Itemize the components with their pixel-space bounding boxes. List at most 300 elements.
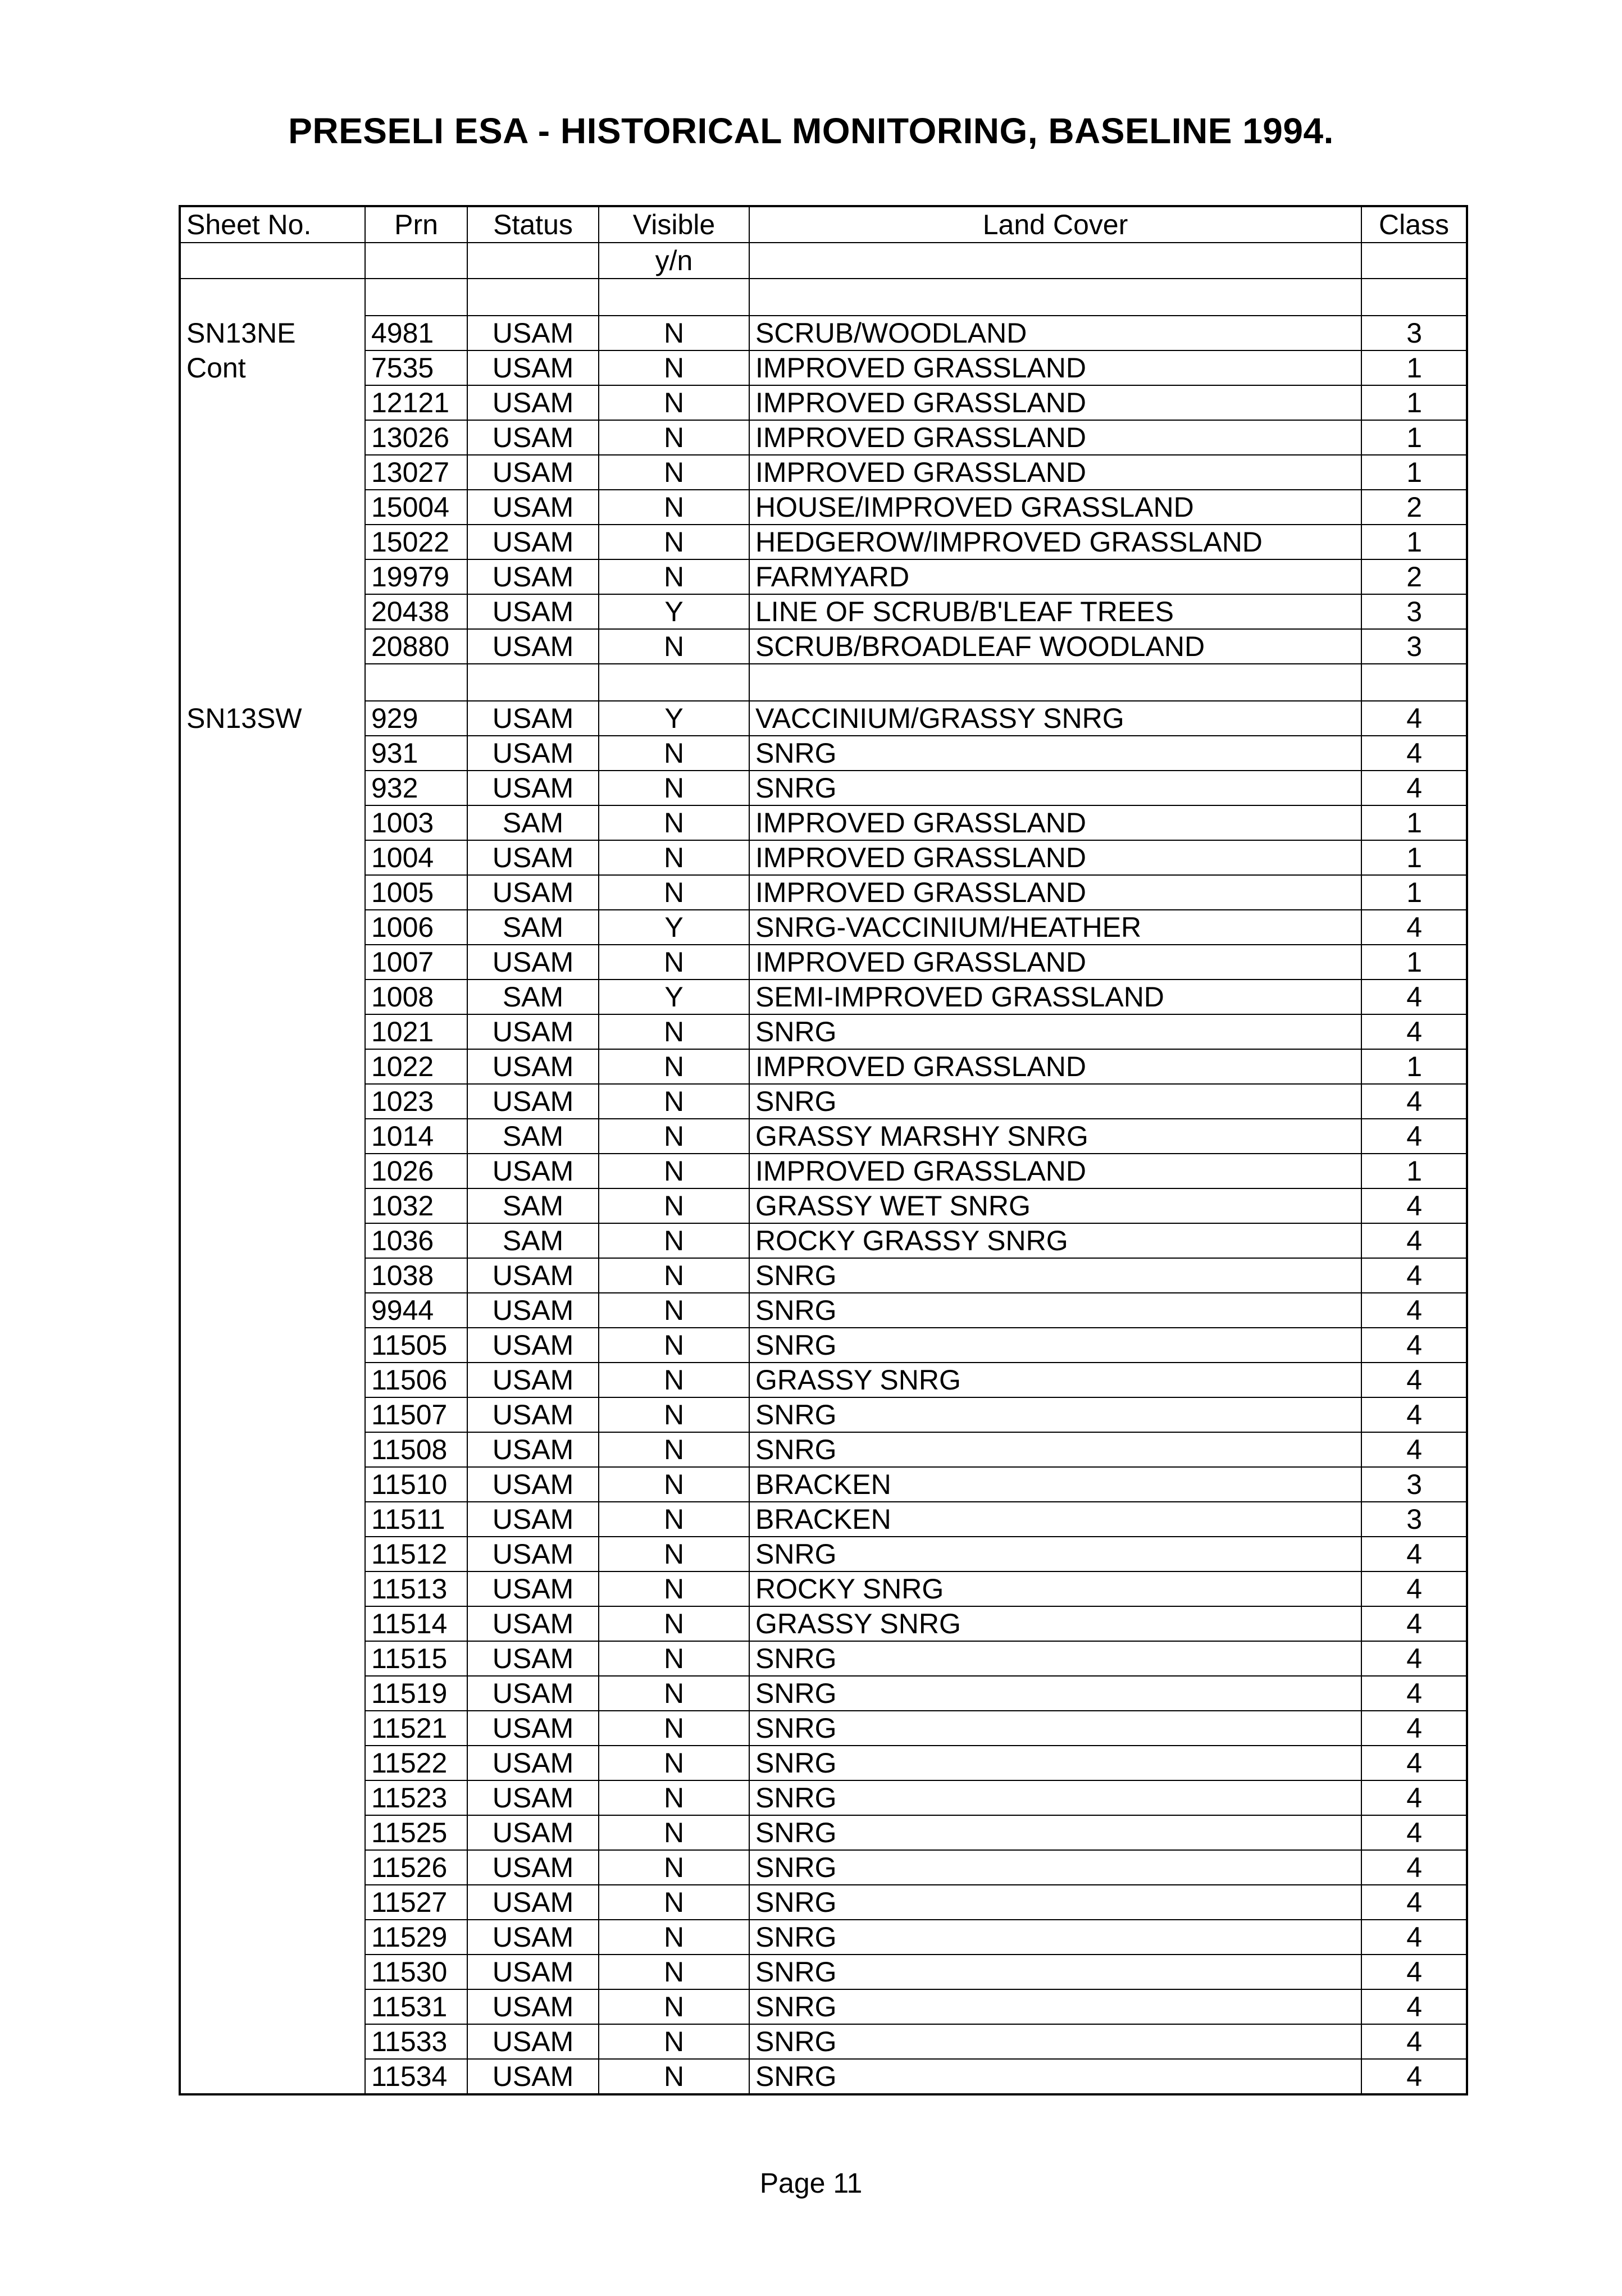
cell-land-cover: BRACKEN xyxy=(749,1467,1361,1502)
cell-prn: 932 xyxy=(365,771,467,805)
cell-class: 4 xyxy=(1361,1084,1467,1119)
cell-sheet-no xyxy=(180,1955,365,1989)
table-row xyxy=(180,1537,1467,1571)
cell-sheet-no xyxy=(180,420,365,455)
cell-visible: Y xyxy=(599,980,749,1014)
spacer-cell xyxy=(365,279,467,316)
cell-sheet-no xyxy=(180,1537,365,1571)
cell-land-cover: GRASSY MARSHY SNRG xyxy=(749,1119,1361,1154)
cell-class: 3 xyxy=(1361,316,1467,350)
cell-prn: 1032 xyxy=(365,1188,467,1223)
cell-class: 4 xyxy=(1361,910,1467,945)
table-row xyxy=(180,455,1467,490)
cell-status: USAM xyxy=(467,316,599,350)
cell-land-cover: SNRG xyxy=(749,1676,1361,1711)
cell-sheet-no xyxy=(180,840,365,875)
table-row xyxy=(180,1397,1467,1432)
table-row xyxy=(180,1154,1467,1188)
cell-visible: N xyxy=(599,350,749,385)
table-row xyxy=(180,1711,1467,1746)
document-title: PRESELI ESA - HISTORICAL MONITORING, BASELINE 1994. xyxy=(288,111,1334,151)
cell-prn: 1005 xyxy=(365,875,467,910)
cell-land-cover: IMPROVED GRASSLAND xyxy=(749,875,1361,910)
cell-visible: N xyxy=(599,840,749,875)
cell-sheet-no xyxy=(180,910,365,945)
cell-sheet-no xyxy=(180,1154,365,1188)
cell-status: USAM xyxy=(467,1885,599,1920)
cell-class: 4 xyxy=(1361,1746,1467,1780)
cell-visible: N xyxy=(599,1920,749,1955)
cell-visible: N xyxy=(599,455,749,490)
cell-class: 1 xyxy=(1361,350,1467,385)
cell-visible: Y xyxy=(599,701,749,736)
cell-class: 4 xyxy=(1361,771,1467,805)
cell-status: USAM xyxy=(467,1084,599,1119)
cell-land-cover: SNRG xyxy=(749,1711,1361,1746)
cell-land-cover: SNRG xyxy=(749,1432,1361,1467)
cell-class: 4 xyxy=(1361,1815,1467,1850)
table-row xyxy=(180,1188,1467,1223)
cell-land-cover: SNRG xyxy=(749,1328,1361,1363)
cell-visible: N xyxy=(599,559,749,594)
cell-class: 3 xyxy=(1361,1467,1467,1502)
cell-visible: N xyxy=(599,525,749,559)
cell-class: 4 xyxy=(1361,1641,1467,1676)
cell-prn: 11515 xyxy=(365,1641,467,1676)
cell-visible: N xyxy=(599,1363,749,1397)
cell-visible: N xyxy=(599,420,749,455)
cell-class: 4 xyxy=(1361,1885,1467,1920)
cell-land-cover: IMPROVED GRASSLAND xyxy=(749,420,1361,455)
table-row xyxy=(180,350,1467,385)
cell-class: 4 xyxy=(1361,1711,1467,1746)
cell-class: 4 xyxy=(1361,1188,1467,1223)
cell-land-cover: IMPROVED GRASSLAND xyxy=(749,805,1361,840)
table-row xyxy=(180,980,1467,1014)
cell-class: 4 xyxy=(1361,1606,1467,1641)
cell-status: USAM xyxy=(467,490,599,525)
header-class: Class xyxy=(1361,206,1467,243)
cell-prn: 11505 xyxy=(365,1328,467,1363)
spacer-cell xyxy=(1361,664,1467,701)
cell-class: 1 xyxy=(1361,840,1467,875)
cell-prn: 1023 xyxy=(365,1084,467,1119)
cell-status: USAM xyxy=(467,1467,599,1502)
header-row xyxy=(180,206,1467,243)
cell-status: SAM xyxy=(467,1188,599,1223)
cell-prn: 11519 xyxy=(365,1676,467,1711)
cell-status: USAM xyxy=(467,1606,599,1641)
cell-sheet-no xyxy=(180,1641,365,1676)
table-row xyxy=(180,701,1467,736)
cell-prn: 11533 xyxy=(365,2024,467,2059)
cell-sheet-no xyxy=(180,2059,365,2094)
cell-status: USAM xyxy=(467,559,599,594)
cell-prn: 1007 xyxy=(365,945,467,980)
table-row xyxy=(180,1467,1467,1502)
table-row xyxy=(180,1014,1467,1049)
cell-land-cover: IMPROVED GRASSLAND xyxy=(749,1049,1361,1084)
cell-visible: N xyxy=(599,805,749,840)
cell-status: USAM xyxy=(467,594,599,629)
cell-class: 4 xyxy=(1361,1119,1467,1154)
monitoring-table xyxy=(179,205,1468,2095)
cell-sheet-no: Cont xyxy=(180,350,365,385)
cell-class: 4 xyxy=(1361,1328,1467,1363)
table-row xyxy=(180,629,1467,664)
cell-class: 4 xyxy=(1361,1780,1467,1815)
cell-sheet-no xyxy=(180,1467,365,1502)
cell-prn: 929 xyxy=(365,701,467,736)
cell-class: 4 xyxy=(1361,2024,1467,2059)
cell-visible: N xyxy=(599,1188,749,1223)
table-row xyxy=(180,385,1467,420)
cell-land-cover: SNRG xyxy=(749,1293,1361,1328)
table-row xyxy=(180,559,1467,594)
table-row xyxy=(180,1363,1467,1397)
header-land-cover: Land Cover xyxy=(749,206,1361,243)
cell-class: 1 xyxy=(1361,420,1467,455)
cell-sheet-no xyxy=(180,1363,365,1397)
cell-class: 1 xyxy=(1361,875,1467,910)
cell-class: 4 xyxy=(1361,1850,1467,1885)
cell-sheet-no xyxy=(180,1223,365,1258)
cell-class: 4 xyxy=(1361,1293,1467,1328)
cell-prn: 11527 xyxy=(365,1885,467,1920)
header-sub-empty xyxy=(365,243,467,279)
table-row xyxy=(180,1850,1467,1885)
cell-status: SAM xyxy=(467,1223,599,1258)
cell-visible: N xyxy=(599,1328,749,1363)
cell-status: USAM xyxy=(467,420,599,455)
cell-prn: 9944 xyxy=(365,1293,467,1328)
cell-sheet-no xyxy=(180,629,365,664)
table-row xyxy=(180,594,1467,629)
cell-class: 3 xyxy=(1361,594,1467,629)
cell-status: USAM xyxy=(467,1571,599,1606)
cell-visible: N xyxy=(599,1293,749,1328)
spacer-cell xyxy=(599,664,749,701)
cell-visible: N xyxy=(599,2059,749,2094)
cell-class: 2 xyxy=(1361,490,1467,525)
cell-class: 1 xyxy=(1361,1049,1467,1084)
spacer-row xyxy=(180,664,1467,701)
table-row xyxy=(180,1885,1467,1920)
cell-class: 4 xyxy=(1361,1676,1467,1711)
cell-land-cover: SNRG xyxy=(749,2024,1361,2059)
cell-prn: 13026 xyxy=(365,420,467,455)
cell-land-cover: IMPROVED GRASSLAND xyxy=(749,840,1361,875)
spacer-cell xyxy=(599,279,749,316)
cell-visible: N xyxy=(599,629,749,664)
cell-visible: N xyxy=(599,316,749,350)
cell-visible: N xyxy=(599,1815,749,1850)
cell-status: USAM xyxy=(467,629,599,664)
cell-status: USAM xyxy=(467,1014,599,1049)
cell-sheet-no xyxy=(180,980,365,1014)
cell-class: 4 xyxy=(1361,1955,1467,1989)
cell-status: SAM xyxy=(467,980,599,1014)
cell-land-cover: SNRG xyxy=(749,1397,1361,1432)
cell-land-cover: SNRG xyxy=(749,736,1361,771)
cell-visible: Y xyxy=(599,594,749,629)
header-sub-empty xyxy=(749,243,1361,279)
cell-prn: 1026 xyxy=(365,1154,467,1188)
cell-visible: N xyxy=(599,1467,749,1502)
cell-status: SAM xyxy=(467,910,599,945)
cell-land-cover: GRASSY WET SNRG xyxy=(749,1188,1361,1223)
cell-visible: N xyxy=(599,1641,749,1676)
cell-land-cover: SNRG xyxy=(749,1258,1361,1293)
header-subrow xyxy=(180,243,1467,279)
cell-land-cover: ROCKY SNRG xyxy=(749,1571,1361,1606)
cell-visible: N xyxy=(599,945,749,980)
cell-land-cover: GRASSY SNRG xyxy=(749,1606,1361,1641)
cell-sheet-no xyxy=(180,1676,365,1711)
cell-class: 4 xyxy=(1361,1258,1467,1293)
cell-prn: 11525 xyxy=(365,1815,467,1850)
cell-prn: 11523 xyxy=(365,1780,467,1815)
cell-land-cover: GRASSY SNRG xyxy=(749,1363,1361,1397)
cell-land-cover: SNRG xyxy=(749,1989,1361,2024)
cell-class: 4 xyxy=(1361,701,1467,736)
header-visible: Visible xyxy=(599,206,749,243)
cell-status: USAM xyxy=(467,1432,599,1467)
cell-class: 4 xyxy=(1361,1432,1467,1467)
cell-land-cover: LINE OF SCRUB/B'LEAF TREES xyxy=(749,594,1361,629)
cell-visible: N xyxy=(599,875,749,910)
cell-prn: 15022 xyxy=(365,525,467,559)
cell-status: USAM xyxy=(467,1397,599,1432)
cell-sheet-no xyxy=(180,1258,365,1293)
cell-class: 4 xyxy=(1361,736,1467,771)
table-row xyxy=(180,1955,1467,1989)
header-sub-empty xyxy=(1361,243,1467,279)
cell-sheet-no xyxy=(180,385,365,420)
cell-status: USAM xyxy=(467,2059,599,2094)
page-number: Page 11 xyxy=(759,2167,863,2199)
cell-land-cover: SNRG xyxy=(749,1885,1361,1920)
cell-class: 4 xyxy=(1361,2059,1467,2094)
cell-class: 4 xyxy=(1361,1989,1467,2024)
header-sub-empty xyxy=(180,243,365,279)
table-row xyxy=(180,1084,1467,1119)
cell-status: USAM xyxy=(467,350,599,385)
table-row xyxy=(180,945,1467,980)
cell-land-cover: IMPROVED GRASSLAND xyxy=(749,385,1361,420)
cell-land-cover: HOUSE/IMPROVED GRASSLAND xyxy=(749,490,1361,525)
cell-visible: N xyxy=(599,1571,749,1606)
cell-prn: 4981 xyxy=(365,316,467,350)
cell-class: 1 xyxy=(1361,385,1467,420)
spacer-cell xyxy=(749,664,1361,701)
header-sheet-no: Sheet No. xyxy=(180,206,365,243)
cell-status: USAM xyxy=(467,1815,599,1850)
cell-land-cover: BRACKEN xyxy=(749,1502,1361,1537)
cell-class: 1 xyxy=(1361,1154,1467,1188)
cell-prn: 1014 xyxy=(365,1119,467,1154)
cell-status: USAM xyxy=(467,1328,599,1363)
spacer-row xyxy=(180,279,1467,316)
cell-visible: N xyxy=(599,1119,749,1154)
table-row xyxy=(180,1258,1467,1293)
cell-sheet-no xyxy=(180,1014,365,1049)
cell-prn: 12121 xyxy=(365,385,467,420)
header-sub-empty xyxy=(467,243,599,279)
cell-visible: N xyxy=(599,1502,749,1537)
cell-status: USAM xyxy=(467,2024,599,2059)
table-row xyxy=(180,1049,1467,1084)
table-row xyxy=(180,1223,1467,1258)
cell-prn: 11530 xyxy=(365,1955,467,1989)
cell-sheet-no xyxy=(180,594,365,629)
table-row xyxy=(180,1502,1467,1537)
cell-prn: 11507 xyxy=(365,1397,467,1432)
table-row xyxy=(180,1328,1467,1363)
cell-sheet-no xyxy=(180,875,365,910)
table-row xyxy=(180,1815,1467,1850)
cell-visible: N xyxy=(599,1955,749,1989)
cell-prn: 11513 xyxy=(365,1571,467,1606)
cell-status: USAM xyxy=(467,1746,599,1780)
cell-sheet-no xyxy=(180,1502,365,1537)
table-row xyxy=(180,2059,1467,2094)
cell-prn: 11526 xyxy=(365,1850,467,1885)
cell-land-cover: IMPROVED GRASSLAND xyxy=(749,945,1361,980)
cell-visible: N xyxy=(599,1014,749,1049)
cell-sheet-no xyxy=(180,1188,365,1223)
cell-visible: N xyxy=(599,1084,749,1119)
cell-sheet-no xyxy=(180,455,365,490)
cell-status: USAM xyxy=(467,945,599,980)
spacer-cell xyxy=(467,279,599,316)
cell-prn: 15004 xyxy=(365,490,467,525)
header-prn: Prn xyxy=(365,206,467,243)
cell-status: USAM xyxy=(467,1920,599,1955)
cell-land-cover: SNRG xyxy=(749,2059,1361,2094)
cell-status: USAM xyxy=(467,1641,599,1676)
spacer-cell xyxy=(180,279,365,316)
cell-land-cover: SNRG xyxy=(749,1815,1361,1850)
cell-visible: N xyxy=(599,771,749,805)
cell-land-cover: SNRG xyxy=(749,1780,1361,1815)
cell-sheet-no: SN13NE xyxy=(180,316,365,350)
cell-land-cover: SNRG xyxy=(749,1850,1361,1885)
cell-sheet-no xyxy=(180,805,365,840)
cell-status: USAM xyxy=(467,1154,599,1188)
cell-class: 1 xyxy=(1361,455,1467,490)
cell-status: USAM xyxy=(467,1363,599,1397)
cell-prn: 931 xyxy=(365,736,467,771)
table-row xyxy=(180,420,1467,455)
cell-sheet-no xyxy=(180,1606,365,1641)
cell-land-cover: ROCKY GRASSY SNRG xyxy=(749,1223,1361,1258)
cell-prn: 1004 xyxy=(365,840,467,875)
cell-visible: Y xyxy=(599,910,749,945)
table-body xyxy=(180,206,1467,2094)
cell-prn: 1036 xyxy=(365,1223,467,1258)
cell-status: USAM xyxy=(467,385,599,420)
table-row xyxy=(180,910,1467,945)
cell-prn: 11514 xyxy=(365,1606,467,1641)
cell-land-cover: SNRG xyxy=(749,771,1361,805)
cell-prn: 1006 xyxy=(365,910,467,945)
cell-land-cover: IMPROVED GRASSLAND xyxy=(749,350,1361,385)
cell-prn: 11512 xyxy=(365,1537,467,1571)
cell-sheet-no xyxy=(180,1815,365,1850)
cell-status: USAM xyxy=(467,1989,599,2024)
cell-sheet-no xyxy=(180,771,365,805)
spacer-cell xyxy=(749,279,1361,316)
table-row xyxy=(180,1119,1467,1154)
cell-sheet-no xyxy=(180,736,365,771)
cell-prn: 1008 xyxy=(365,980,467,1014)
cell-sheet-no xyxy=(180,1885,365,1920)
cell-status: USAM xyxy=(467,701,599,736)
cell-visible: N xyxy=(599,736,749,771)
table-row xyxy=(180,490,1467,525)
table-row xyxy=(180,1920,1467,1955)
table-row xyxy=(180,1676,1467,1711)
cell-visible: N xyxy=(599,1711,749,1746)
cell-sheet-no xyxy=(180,1780,365,1815)
cell-sheet-no xyxy=(180,1920,365,1955)
cell-sheet-no xyxy=(180,945,365,980)
cell-class: 1 xyxy=(1361,525,1467,559)
cell-sheet-no xyxy=(180,1571,365,1606)
cell-land-cover: SNRG xyxy=(749,1014,1361,1049)
table-row xyxy=(180,525,1467,559)
cell-sheet-no xyxy=(180,2024,365,2059)
cell-sheet-no xyxy=(180,1119,365,1154)
cell-sheet-no xyxy=(180,1397,365,1432)
cell-land-cover: SNRG xyxy=(749,1920,1361,1955)
cell-prn: 11508 xyxy=(365,1432,467,1467)
cell-status: USAM xyxy=(467,1780,599,1815)
cell-prn: 1021 xyxy=(365,1014,467,1049)
cell-prn: 11506 xyxy=(365,1363,467,1397)
cell-sheet-no xyxy=(180,1989,365,2024)
cell-status: USAM xyxy=(467,1676,599,1711)
cell-prn: 1038 xyxy=(365,1258,467,1293)
cell-sheet-no xyxy=(180,1432,365,1467)
cell-status: USAM xyxy=(467,1537,599,1571)
cell-sheet-no xyxy=(180,1084,365,1119)
cell-sheet-no xyxy=(180,1746,365,1780)
table-row xyxy=(180,1989,1467,2024)
cell-visible: N xyxy=(599,1676,749,1711)
cell-status: USAM xyxy=(467,1711,599,1746)
cell-visible: N xyxy=(599,1989,749,2024)
cell-land-cover: FARMYARD xyxy=(749,559,1361,594)
cell-sheet-no xyxy=(180,490,365,525)
table-row xyxy=(180,1606,1467,1641)
cell-prn: 11511 xyxy=(365,1502,467,1537)
cell-visible: N xyxy=(599,2024,749,2059)
cell-status: USAM xyxy=(467,771,599,805)
spacer-cell xyxy=(467,664,599,701)
table-row xyxy=(180,1293,1467,1328)
cell-status: SAM xyxy=(467,1119,599,1154)
cell-visible: N xyxy=(599,1850,749,1885)
table-row xyxy=(180,805,1467,840)
cell-class: 4 xyxy=(1361,1223,1467,1258)
cell-prn: 11510 xyxy=(365,1467,467,1502)
table-row xyxy=(180,1780,1467,1815)
cell-status: USAM xyxy=(467,875,599,910)
cell-visible: N xyxy=(599,1746,749,1780)
cell-land-cover: SNRG xyxy=(749,1641,1361,1676)
